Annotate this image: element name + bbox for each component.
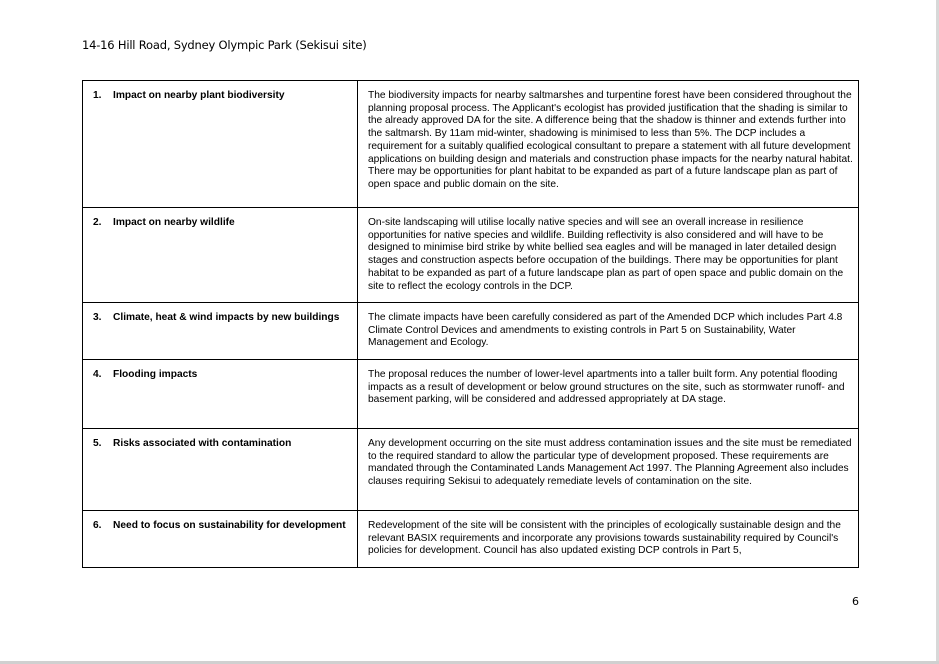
page-number: 6 <box>852 595 859 608</box>
issue-cell <box>83 360 358 429</box>
issue-number: 4. <box>93 369 102 380</box>
response-cell: The proposal reduces the number of lower-level apartments into a taller built form. Any potential flooding impacts as a result of development or below ground structures on the site, such as stormwater runoff- and basement parking, will be considered and addressed appropriately at DA stage. <box>358 360 859 429</box>
issue-title: Impact on nearby wildlife <box>113 217 235 228</box>
table-row <box>83 81 859 208</box>
issue-number: 3. <box>93 312 102 323</box>
issue-cell <box>83 208 358 303</box>
issue-number: 6. <box>93 520 102 531</box>
table-row <box>83 303 859 360</box>
response-cell: On-site landscaping will utilise locally native species and will see an overall increase in resilience opportunities for native species and wildlife. Building reflectivity is also considered and will have to be designed to minimise bird strike by white bellied sea eagles and will be managed in later detailed design stages and construction aspects before occupation of the buildings. There may be opportunities for plant habitat to be expanded as part of a future landscape plan as part of open space and public domain on the site to reflect the ecology controls in the DCP. <box>358 208 859 303</box>
issue-number: 5. <box>93 438 102 449</box>
response-cell: Redevelopment of the site will be consistent with the principles of ecologically sustainable design and the relevant BASIX requirements and incorporate any provisions towards sustainability required by Council's policies for development. Council has also updated existing DCP controls in Part 5, <box>358 511 859 568</box>
response-cell: The biodiversity impacts for nearby saltmarshes and turpentine forest have been considered throughout the planning proposal process. The Applicant's ecologist has provided justification that the shading is similar to the already approved DA for the site. A difference being that the shadow is thinner and extends further into the saltmarsh. By 11am mid-winter, shadowing is minimised to less than 5%. The DCP includes a requirement for a suitably qualified ecological consultant to prepare a statement with all future development applications on building design and materials and construction phase impacts for the nearby natural habitat. There may be opportunities for plant habitat to be expanded as part of a future landscape plan as part of open space and public domain on the site. <box>358 81 859 208</box>
issue-cell <box>83 511 358 568</box>
issue-title: Climate, heat & wind impacts by new buildings <box>113 312 340 323</box>
issue-number: 2. <box>93 217 102 228</box>
table-row <box>83 511 859 568</box>
issues-table <box>82 80 859 568</box>
issue-number: 1. <box>93 90 102 101</box>
table-row <box>83 360 859 429</box>
table-row <box>83 208 859 303</box>
issue-title: Need to focus on sustainability for development <box>113 520 346 531</box>
response-cell: Any development occurring on the site must address contamination issues and the site must be remediated to the required standard to allow the particular type of development proposed. These requirements are mandated through the Contaminated Lands Management Act 1997. The Planning Agreement also includes clauses requiring Sekisui to adequately remediate levels of contamination on the site. <box>358 429 859 511</box>
response-cell: The climate impacts have been carefully considered as part of the Amended DCP which includes Part 4.8 Climate Control Devices and amendments to existing controls in Part 5 on Sustainability, Water Management and Ecology. <box>358 303 859 360</box>
issue-title: Flooding impacts <box>113 369 198 380</box>
issue-cell <box>83 303 358 360</box>
issue-title: Risks associated with contamination <box>113 438 292 449</box>
issue-cell <box>83 81 358 208</box>
issue-title: Impact on nearby plant biodiversity <box>113 90 285 101</box>
page-header: 14-16 Hill Road, Sydney Olympic Park (Sekisui site) <box>82 38 367 52</box>
issue-cell <box>83 429 358 511</box>
table-row <box>83 429 859 511</box>
